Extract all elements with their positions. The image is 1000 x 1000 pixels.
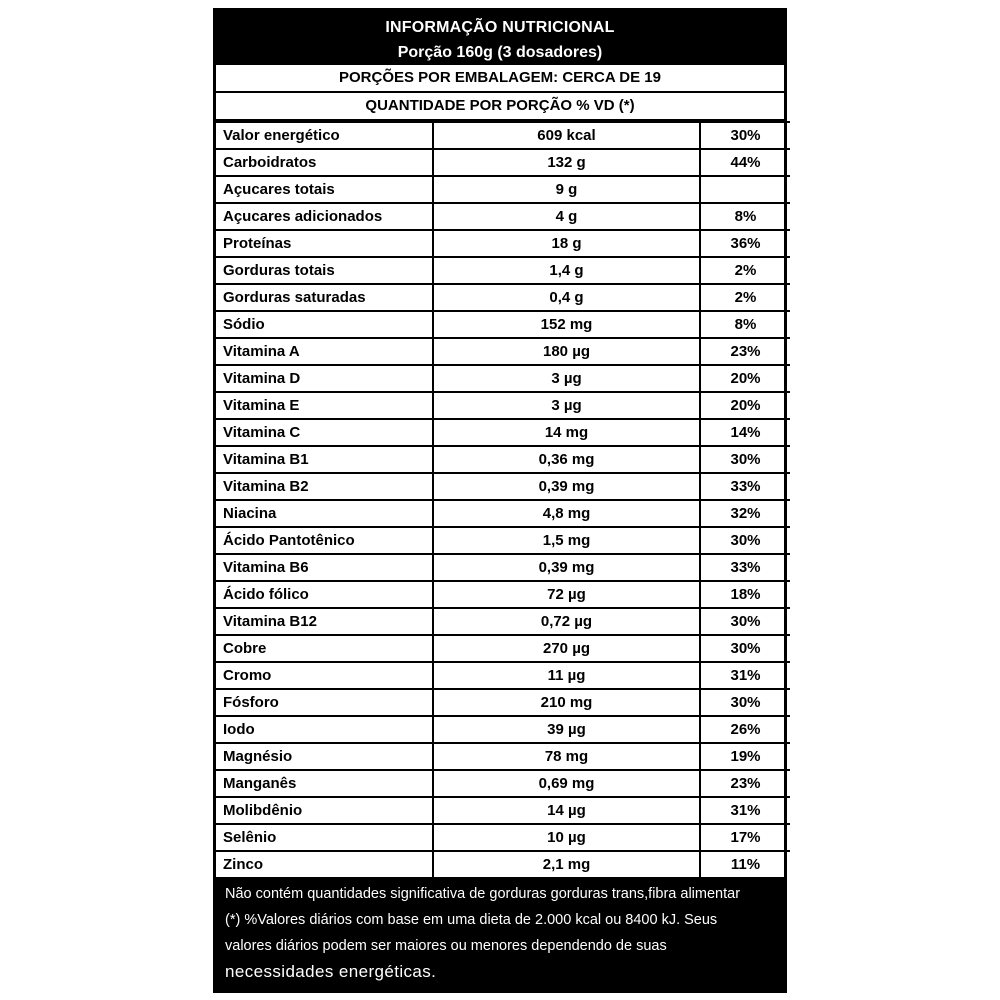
nutrient-daily-value: 33% (700, 554, 790, 581)
nutrient-amount: 78 mg (433, 743, 700, 770)
nutrient-amount: 9 g (433, 176, 700, 203)
table-row (216, 203, 790, 230)
serving-size-line: Porção 160g (3 dosadores) (397, 44, 603, 61)
nutrient-amount: 39 µg (433, 716, 700, 743)
nutrition-table-body (216, 122, 790, 877)
nutrient-name: Selênio (216, 824, 433, 851)
table-row (216, 554, 790, 581)
table-row (216, 446, 790, 473)
nutrient-amount: 270 µg (433, 635, 700, 662)
nutrient-amount: 1,4 g (433, 257, 700, 284)
nutrient-amount: 0,4 g (433, 284, 700, 311)
nutrient-name: Manganês (216, 770, 433, 797)
nutrient-name: Vitamina B1 (216, 446, 433, 473)
nutrient-name: Vitamina B2 (216, 473, 433, 500)
table-row (216, 392, 790, 419)
nutrient-name: Vitamina B6 (216, 554, 433, 581)
nutrient-amount: 10 µg (433, 824, 700, 851)
table-row (216, 365, 790, 392)
table-row (216, 419, 790, 446)
table-row (216, 581, 790, 608)
table-row (216, 824, 790, 851)
nutrient-daily-value: 30% (700, 689, 790, 716)
nutrient-name: Carboidratos (216, 149, 433, 176)
nutrient-daily-value: 11% (700, 851, 790, 877)
nutrient-amount: 72 µg (433, 581, 700, 608)
nutrient-name: Iodo (216, 716, 433, 743)
nutrient-amount: 609 kcal (433, 122, 700, 149)
nutrient-name: Molibdênio (216, 797, 433, 824)
nutrient-daily-value: 17% (700, 824, 790, 851)
table-row (216, 149, 790, 176)
nutrition-table (216, 121, 790, 877)
nutrient-daily-value: 26% (700, 716, 790, 743)
nutrient-name: Valor energético (216, 122, 433, 149)
nutrient-daily-value: 20% (700, 365, 790, 392)
nutrient-daily-value: 30% (700, 608, 790, 635)
nutrient-daily-value: 18% (700, 581, 790, 608)
nutrient-daily-value: 2% (700, 284, 790, 311)
table-row (216, 500, 790, 527)
nutrient-amount: 3 µg (433, 365, 700, 392)
nutrient-daily-value: 20% (700, 392, 790, 419)
nutrient-name: Açucares adicionados (216, 203, 433, 230)
table-row (216, 851, 790, 877)
nutrient-name: Açucares totais (216, 176, 433, 203)
footnote-line: necessidades energéticas. (225, 962, 437, 981)
nutrient-amount: 0,69 mg (433, 770, 700, 797)
nutrient-name: Fósforo (216, 689, 433, 716)
nutrient-amount: 180 µg (433, 338, 700, 365)
nutrient-amount: 3 µg (433, 392, 700, 419)
nutrition-facts-label (213, 8, 787, 993)
nutrient-name: Proteínas (216, 230, 433, 257)
nutrient-amount: 132 g (433, 149, 700, 176)
nutrient-daily-value: 2% (700, 257, 790, 284)
nutrient-daily-value: 30% (700, 635, 790, 662)
nutrient-name: Zinco (216, 851, 433, 877)
nutrient-name: Vitamina E (216, 392, 433, 419)
column-header-row: QUANTIDADE POR PORÇÃO % VD (*) (216, 93, 784, 121)
table-row (216, 635, 790, 662)
nutrient-amount: 0,39 mg (433, 554, 700, 581)
nutrient-amount: 152 mg (433, 311, 700, 338)
table-row (216, 716, 790, 743)
title-band (216, 11, 784, 65)
nutrient-name: Vitamina A (216, 338, 433, 365)
nutrient-name: Vitamina C (216, 419, 433, 446)
table-row (216, 797, 790, 824)
nutrient-name: Vitamina B12 (216, 608, 433, 635)
nutrient-amount: 14 mg (433, 419, 700, 446)
nutrient-daily-value: 36% (700, 230, 790, 257)
nutrient-daily-value: 32% (700, 500, 790, 527)
nutrient-amount: 4,8 mg (433, 500, 700, 527)
nutrient-amount: 4 g (433, 203, 700, 230)
table-row (216, 257, 790, 284)
nutrient-amount: 2,1 mg (433, 851, 700, 877)
table-row (216, 473, 790, 500)
nutrient-name: Ácido Pantotênico (216, 527, 433, 554)
nutrient-name: Cromo (216, 662, 433, 689)
table-row (216, 176, 790, 203)
nutrient-daily-value: 30% (700, 527, 790, 554)
footnote-line: valores diários podem ser maiores ou menores dependendo de suas (225, 938, 667, 954)
table-row (216, 122, 790, 149)
nutrient-daily-value: 8% (700, 203, 790, 230)
nutrient-amount: 0,36 mg (433, 446, 700, 473)
nutrient-name: Ácido fólico (216, 581, 433, 608)
servings-per-package-row: PORÇÕES POR EMBALAGEM: CERCA DE 19 (216, 65, 784, 93)
label-title: INFORMAÇÃO NUTRICIONAL (385, 19, 615, 36)
table-row (216, 770, 790, 797)
nutrient-daily-value: 30% (700, 446, 790, 473)
table-row (216, 527, 790, 554)
nutrient-name: Sódio (216, 311, 433, 338)
footnote-line: Não contém quantidades significativa de gorduras gorduras trans,fibra alimentar (225, 886, 741, 902)
nutrient-daily-value: 44% (700, 149, 790, 176)
nutrient-name: Gorduras totais (216, 257, 433, 284)
table-row (216, 662, 790, 689)
nutrient-daily-value: 19% (700, 743, 790, 770)
nutrient-name: Gorduras saturadas (216, 284, 433, 311)
table-row (216, 311, 790, 338)
nutrient-daily-value: 31% (700, 797, 790, 824)
table-row (216, 689, 790, 716)
table-row (216, 338, 790, 365)
footnote-band (216, 877, 784, 990)
table-row (216, 608, 790, 635)
nutrient-amount: 18 g (433, 230, 700, 257)
nutrient-daily-value: 31% (700, 662, 790, 689)
nutrient-daily-value (700, 176, 790, 203)
table-row (216, 284, 790, 311)
nutrient-amount: 0,72 µg (433, 608, 700, 635)
nutrient-daily-value: 23% (700, 338, 790, 365)
nutrient-daily-value: 8% (700, 311, 790, 338)
table-row (216, 230, 790, 257)
nutrient-amount: 11 µg (433, 662, 700, 689)
nutrient-amount: 1,5 mg (433, 527, 700, 554)
nutrient-daily-value: 23% (700, 770, 790, 797)
nutrient-amount: 210 mg (433, 689, 700, 716)
nutrient-name: Cobre (216, 635, 433, 662)
nutrient-name: Niacina (216, 500, 433, 527)
nutrient-amount: 14 µg (433, 797, 700, 824)
table-row (216, 743, 790, 770)
footnote-line: (*) %Valores diários com base em uma dieta de 2.000 kcal ou 8400 kJ. Seus (225, 912, 718, 928)
nutrient-daily-value: 30% (700, 122, 790, 149)
nutrient-daily-value: 33% (700, 473, 790, 500)
nutrient-amount: 0,39 mg (433, 473, 700, 500)
nutrient-daily-value: 14% (700, 419, 790, 446)
nutrient-name: Magnésio (216, 743, 433, 770)
nutrient-name: Vitamina D (216, 365, 433, 392)
